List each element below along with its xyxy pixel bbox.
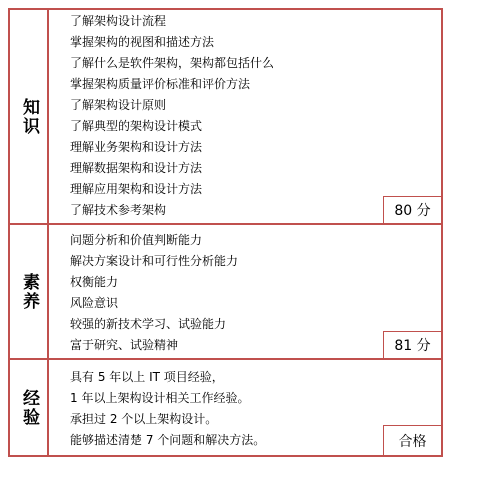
list-item: 解决方案设计和可行性分析能力 (70, 254, 239, 268)
list-item: 了解典型的架构设计模式 (70, 119, 203, 133)
section-experience (10, 358, 441, 455)
section-title: 经验 (19, 388, 39, 427)
list-item: 富于研究、试验精神 (70, 338, 179, 352)
list-item: 理解业务架构和设计方法 (70, 140, 203, 154)
item-list (70, 10, 441, 223)
list-item: 权衡能力 (70, 275, 119, 289)
list-item: 具有 5 年以上 IT 项目经验， (70, 370, 224, 384)
list-item: 掌握架构质量评价标准和评价方法 (70, 77, 251, 91)
score-cell: 81 分 (383, 331, 441, 358)
section-title-cell (10, 225, 49, 358)
section-title: 知识 (19, 97, 39, 136)
list-item: 风险意识 (70, 296, 119, 310)
section-title: 素养 (19, 272, 39, 311)
list-item: 了解技术参考架构 (70, 203, 167, 217)
section-title-cell (10, 10, 49, 223)
list-item: 理解应用架构和设计方法 (70, 182, 203, 196)
score-cell: 合格 (383, 425, 441, 455)
list-item: 了解什么是软件架构，架构都包括什么 (70, 56, 275, 70)
list-item: 能够描述清楚 7 个问题和解决方法。 (70, 433, 266, 447)
list-item: 承担过 2 个以上架构设计。 (70, 412, 218, 426)
list-item: 较强的新技术学习、试验能力 (70, 317, 227, 331)
list-item: 了解架构设计流程 (70, 14, 167, 28)
competency-table (8, 8, 443, 457)
list-item: 掌握架构的视图和描述方法 (70, 35, 215, 49)
list-item: 1 年以上架构设计相关工作经验。 (70, 391, 250, 405)
list-item: 问题分析和价值判断能力 (70, 233, 203, 247)
section-title-cell (10, 360, 49, 455)
section-knowledge (10, 10, 441, 223)
list-item: 了解架构设计原则 (70, 98, 167, 112)
section-quality (10, 223, 441, 358)
score-cell: 80 分 (383, 196, 441, 223)
list-item: 理解数据架构和设计方法 (70, 161, 203, 175)
